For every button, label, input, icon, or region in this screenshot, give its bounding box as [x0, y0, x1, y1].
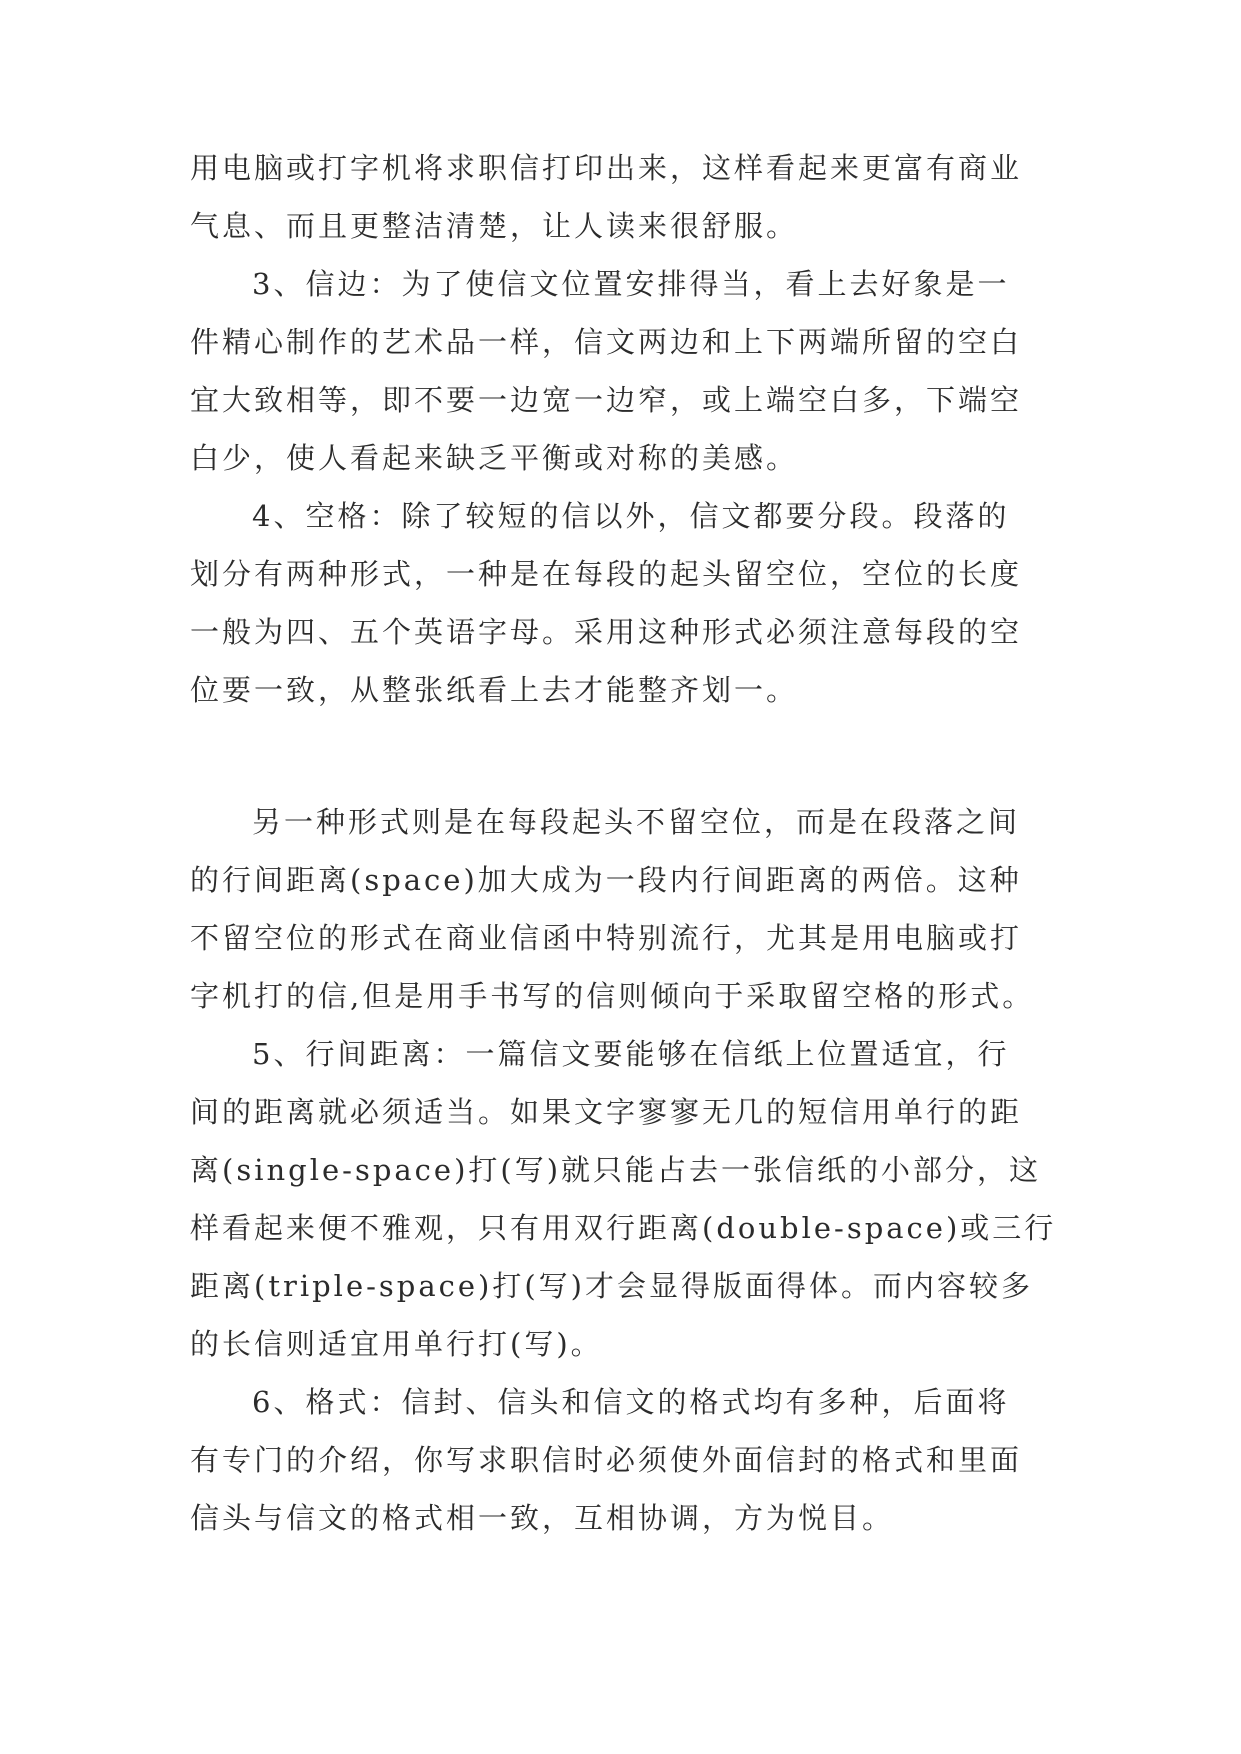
paragraph-line-line-spacing: 5、行间距离：一篇信文要能够在信纸上位置适宜，行 [252, 1037, 1010, 1071]
text-line: 一般为四、五个英语字母。采用这种形式必须注意每段的空 [190, 615, 1023, 649]
paragraph-line-format: 6、格式：信封、信头和信文的格式均有多种，后面将 [252, 1385, 1010, 1419]
text-line: 气息、而且更整洁清楚，让人读来很舒服。 [190, 209, 799, 243]
text-line: 不留空位的形式在商业信函中特别流行，尤其是用电脑或打 [190, 921, 1023, 955]
text-line: 的长信则适宜用单行打(写)。 [190, 1327, 603, 1361]
text-line: 距离(triple-space)打(写)才会显得版面得体。而内容较多 [190, 1269, 1033, 1303]
text-line: 宜大致相等，即不要一边宽一边窄，或上端空白多，下端空 [190, 383, 1023, 417]
text-line: 字机打的信,但是用手书写的信则倾向于采取留空格的形式。 [190, 979, 1035, 1013]
text-block-2 [190, 793, 1060, 1547]
text-block-1 [190, 139, 1060, 719]
text-line: 件精心制作的艺术品一样，信文两边和上下两端所留的空白 [190, 325, 1023, 359]
text-line: 有专门的介绍，你写求职信时必须使外面信封的格式和里面 [190, 1443, 1023, 1477]
text-line: 划分有两种形式，一种是在每段的起头留空位，空位的长度 [190, 557, 1023, 591]
text-line: 的行间距离(space)加大成为一段内行间距离的两倍。这种 [190, 863, 1022, 897]
paragraph-line-letter-margins: 3、信边：为了使信文位置安排得当，看上去好象是一 [252, 267, 1010, 301]
paragraph-line-spacing-indent: 4、空格：除了较短的信以外，信文都要分段。段落的 [252, 499, 1010, 533]
text-line: 间的距离就必须适当。如果文字寥寥无几的短信用单行的距 [190, 1095, 1023, 1129]
text-line: 离(single-space)打(写)就只能占去一张信纸的小部分，这 [190, 1153, 1042, 1187]
text-line: 位要一致，从整张纸看上去才能整齐划一。 [190, 673, 799, 707]
paragraph-line-block-format: 另一种形式则是在每段起头不留空位，而是在段落之间 [252, 805, 1021, 839]
text-line: 用电脑或打字机将求职信打印出来，这样看起来更富有商业 [190, 151, 1023, 185]
text-line: 信头与信文的格式相一致，互相协调，方为悦目。 [190, 1501, 895, 1535]
text-line: 白少，使人看起来缺乏平衡或对称的美感。 [190, 441, 799, 475]
text-line: 样看起来便不雅观，只有用双行距离(double-space)或三行 [190, 1211, 1057, 1245]
